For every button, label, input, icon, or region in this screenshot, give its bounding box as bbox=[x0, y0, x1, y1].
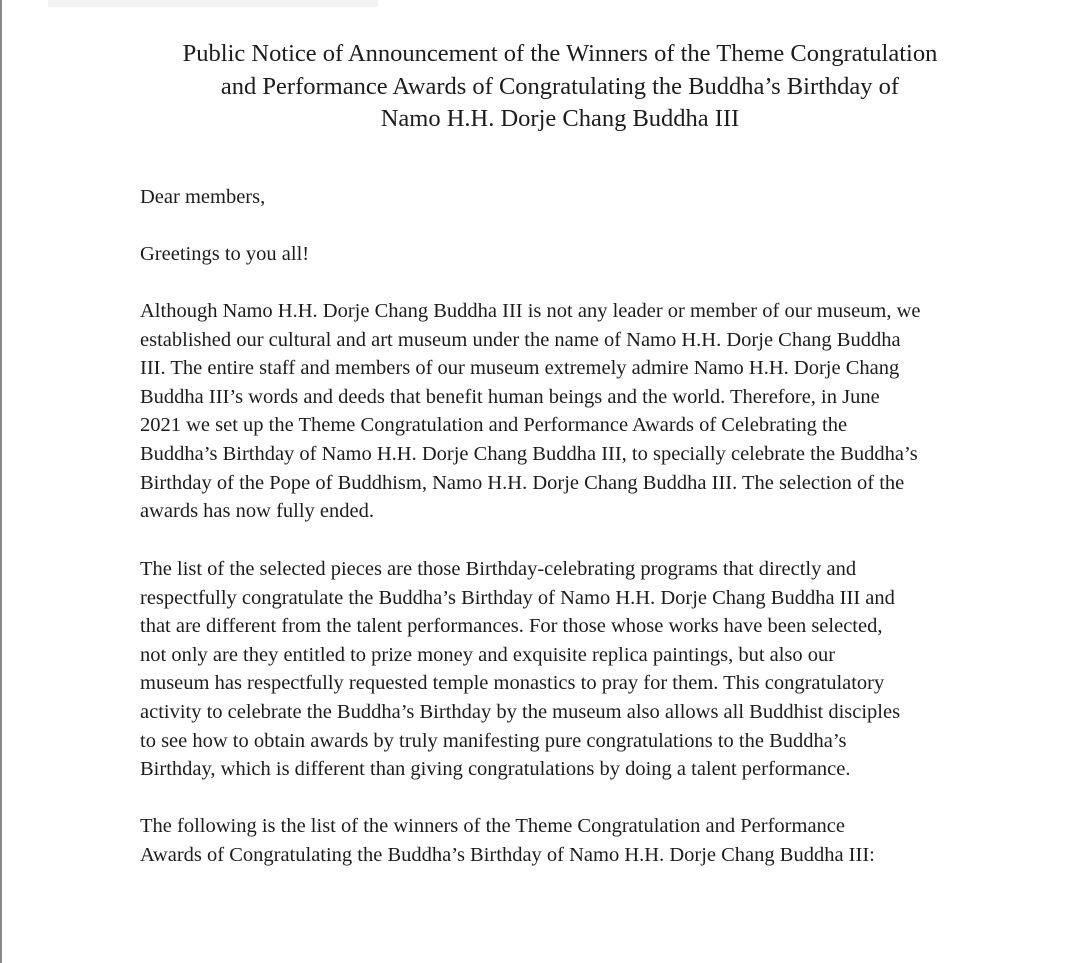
paragraph-line: awards has now fully ended. bbox=[140, 500, 374, 523]
paragraph-line: that are different from the talent performances. For those whose works have been selected, bbox=[140, 615, 883, 638]
document-title bbox=[100, 38, 1020, 136]
paragraph-line: Although Namo H.H. Dorje Chang Buddha III is not any leader or member of our museum, we bbox=[140, 300, 921, 322]
paragraph-line: respectfully congratulate the Buddha’s Birthday of Namo H.H. Dorje Chang Buddha III and bbox=[140, 586, 895, 609]
paragraph-3 bbox=[140, 812, 980, 869]
title-line: Namo H.H. Dorje Chang Buddha III bbox=[380, 105, 740, 132]
salutation-text: Dear members, bbox=[140, 186, 266, 208]
paragraph-line: activity to celebrate the Buddha’s Birthday by the museum also allows all Buddhist disciples bbox=[140, 700, 901, 723]
paragraph-line: Awards of Congratulating the Buddha’s Birthday of Namo H.H. Dorje Chang Buddha III: bbox=[140, 843, 875, 866]
paragraph-line: established our cultural and art museum under the name of Namo H.H. Dorje Chang Buddha bbox=[140, 328, 901, 351]
paragraph-line: Buddha’s Birthday of Namo H.H. Dorje Chang Buddha III, to specially celebrate the Buddha’s bbox=[140, 442, 918, 465]
salutation bbox=[140, 183, 980, 212]
paragraph-line: to see how to obtain awards by truly manifesting pure congratulations to the Buddha’s bbox=[140, 729, 847, 752]
paragraph-line: The list of the selected pieces are those Birthday-celebrating programs that directly and bbox=[140, 558, 857, 580]
paragraph-line: III. The entire staff and members of our museum extremely admire Namo H.H. Dorje Chang bbox=[140, 357, 900, 380]
paragraph-line: not only are they entitled to prize money and exquisite replica paintings, but also our bbox=[140, 643, 836, 666]
paragraph-line: museum has respectfully requested temple monastics to pray for them. This congratulatory bbox=[140, 672, 885, 695]
paragraph-1 bbox=[140, 297, 980, 526]
greeting bbox=[140, 240, 980, 269]
greeting-text: Greetings to you all! bbox=[140, 243, 310, 265]
paragraph-line: The following is the list of the winners of the Theme Congratulation and Performance bbox=[140, 815, 845, 837]
paragraph-line: Buddha III’s words and deeds that benefit human beings and the world. Therefore, in June bbox=[140, 385, 880, 408]
paragraph-2 bbox=[140, 555, 980, 784]
paragraph-line: Birthday of the Pope of Buddhism, Namo H.H. Dorje Chang Buddha III. The selection of the bbox=[140, 471, 905, 494]
page-edge bbox=[0, 0, 2, 963]
title-line: Public Notice of Announcement of the Winners of the Theme Congratulation bbox=[182, 40, 938, 67]
title-line: and Performance Awards of Congratulating the Buddha’s Birthday of bbox=[220, 72, 900, 100]
paragraph-line: 2021 we set up the Theme Congratulation and Performance Awards of Celebrating the bbox=[140, 414, 848, 437]
paragraph-line: Birthday, which is different than giving congratulations by doing a talent performance. bbox=[140, 758, 851, 781]
top-shade bbox=[48, 0, 378, 7]
